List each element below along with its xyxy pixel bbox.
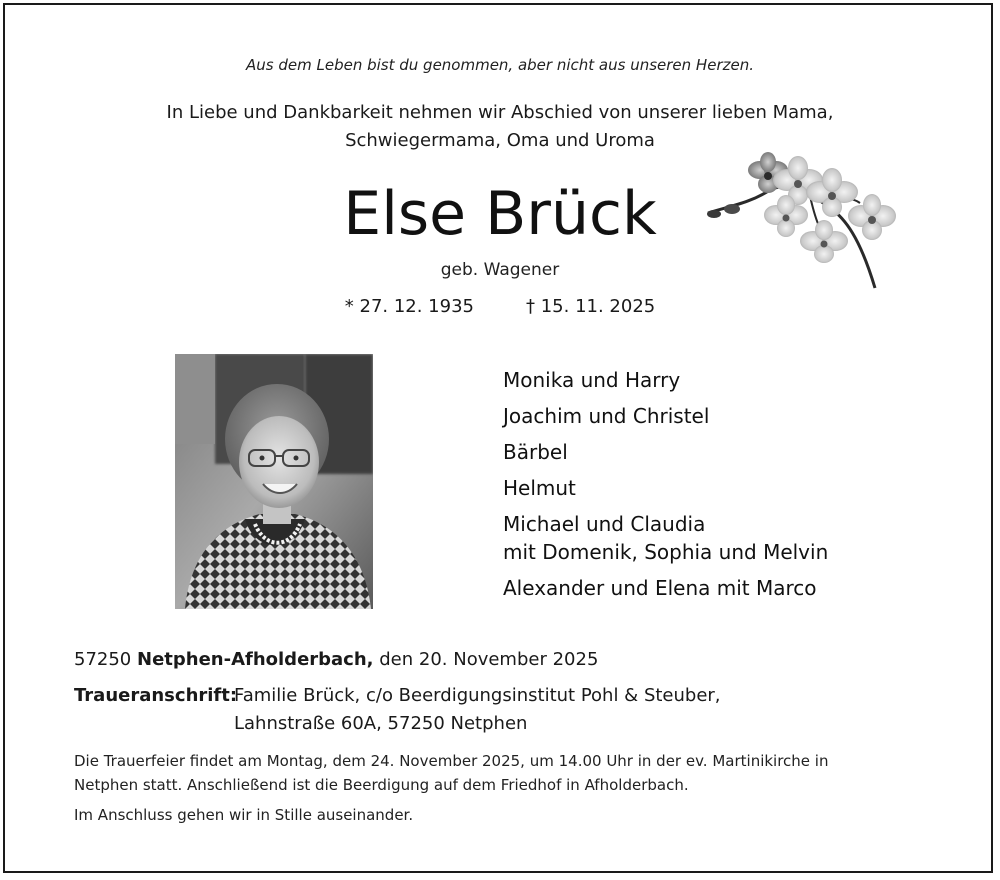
maiden-name: geb. Wagener xyxy=(440,260,560,280)
mourners-list xyxy=(503,366,973,610)
address-label: Traueranschrift: xyxy=(74,685,238,706)
intro-line-1: In Liebe und Dankbarkeit nehmen wir Abschied von unserer lieben Mama, xyxy=(166,102,834,123)
orchid-icon xyxy=(700,148,900,293)
life-dates xyxy=(0,296,1000,317)
mourning-address xyxy=(74,682,721,738)
mourner-line: Bärbel xyxy=(503,440,568,464)
mourner-line: Joachim und Christel xyxy=(503,404,710,428)
address-line-2: Lahnstraße 60A, 57250 Netphen xyxy=(234,713,528,734)
motto: Aus dem Leben bist du genommen, aber nicht aus unseren Herzen. xyxy=(246,56,754,74)
mourner-entry xyxy=(503,438,973,466)
mourner-line: Michael und Claudia xyxy=(503,512,706,536)
place-date-text: den 20. November 2025 xyxy=(379,649,599,670)
place-date xyxy=(74,649,598,670)
funeral-info xyxy=(74,749,954,797)
address-line-1: Familie Brück, c/o Beerdigungsinstitut Pohl & Steuber, xyxy=(234,685,721,706)
mourner-entry xyxy=(503,474,973,502)
funeral-line-1: Die Trauerfeier findet am Montag, dem 24. November 2025, um 14.00 Uhr in der ev. Martinikirche in xyxy=(74,752,829,770)
mourner-line-2: mit Domenik, Sophia und Melvin xyxy=(503,540,829,564)
mourner-entry xyxy=(503,366,973,394)
mourner-entry xyxy=(503,574,973,602)
mourner-line: Helmut xyxy=(503,476,576,500)
mourner-entry xyxy=(503,510,973,566)
intro-text xyxy=(0,99,1000,155)
death-date: † 15. 11. 2025 xyxy=(526,296,656,317)
mourner-line: Monika und Harry xyxy=(503,368,681,392)
portrait-photo xyxy=(175,354,373,609)
deceased-name: Else Brück xyxy=(343,179,657,249)
mourner-line: Alexander und Elena mit Marco xyxy=(503,576,817,600)
place-zip: 57250 xyxy=(74,649,132,670)
intro-line-2: Schwiegermama, Oma und Uroma xyxy=(345,130,655,151)
closing-note: Im Anschluss gehen wir in Stille auseinander. xyxy=(74,806,414,824)
birth-date: * 27. 12. 1935 xyxy=(344,296,474,317)
mourner-entry xyxy=(503,402,973,430)
place-town: Netphen-Afholderbach, xyxy=(137,649,374,670)
funeral-line-2: Netphen statt. Anschließend ist die Beerdigung auf dem Friedhof in Afholderbach. xyxy=(74,776,689,794)
